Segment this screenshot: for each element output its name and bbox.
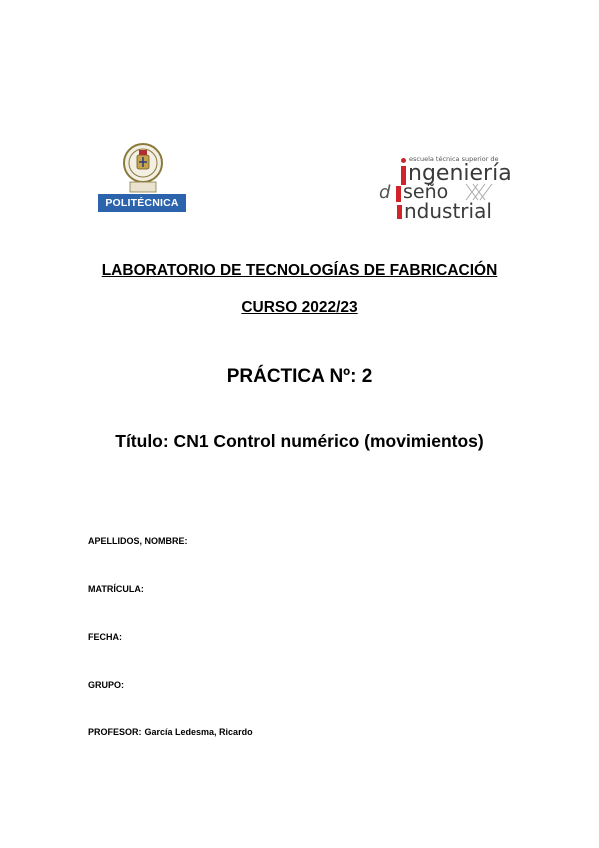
professor-value: García Ledesma, Ricardo [144,727,253,737]
etsidi-i-dot [401,158,406,163]
date-label: FECHA: [88,632,122,642]
etsidi-i-bar-2 [396,186,401,202]
professor-field [88,727,253,737]
group-field [88,680,127,690]
course-heading: CURSO 2022/23 [241,299,358,316]
group-label: GRUPO: [88,680,124,690]
etsidi-word-seno: seño [403,181,449,203]
lab-heading: LABORATORIO DE TECNOLOGÍAS DE FABRICACIÓN [101,262,498,279]
matricula-label: MATRÍCULA: [88,584,144,594]
etsidi-d-glyph: d [379,182,391,203]
professor-label: PROFESOR: [88,727,142,737]
etsidi-word-ndustrial: ndustrial [404,199,492,223]
upm-crest-icon [122,142,164,194]
etsidi-word-ngenieria: ngeniería [408,161,512,186]
name-label: APELLIDOS, NOMBRE: [88,536,188,546]
matricula-field [88,584,147,594]
upm-logo [98,142,188,214]
etsidi-i-bar-3 [397,205,402,219]
etsidi-logo [376,152,512,224]
upm-banner: POLITÉCNICA [98,194,186,212]
name-field [88,536,191,546]
date-field [88,632,125,642]
title-heading: Título: CN1 Control numérico (movimientos) [115,431,484,451]
etsidi-tagline: escuela técnica superior de [409,155,499,163]
practice-heading: PRÁCTICA Nº: 2 [226,366,373,387]
